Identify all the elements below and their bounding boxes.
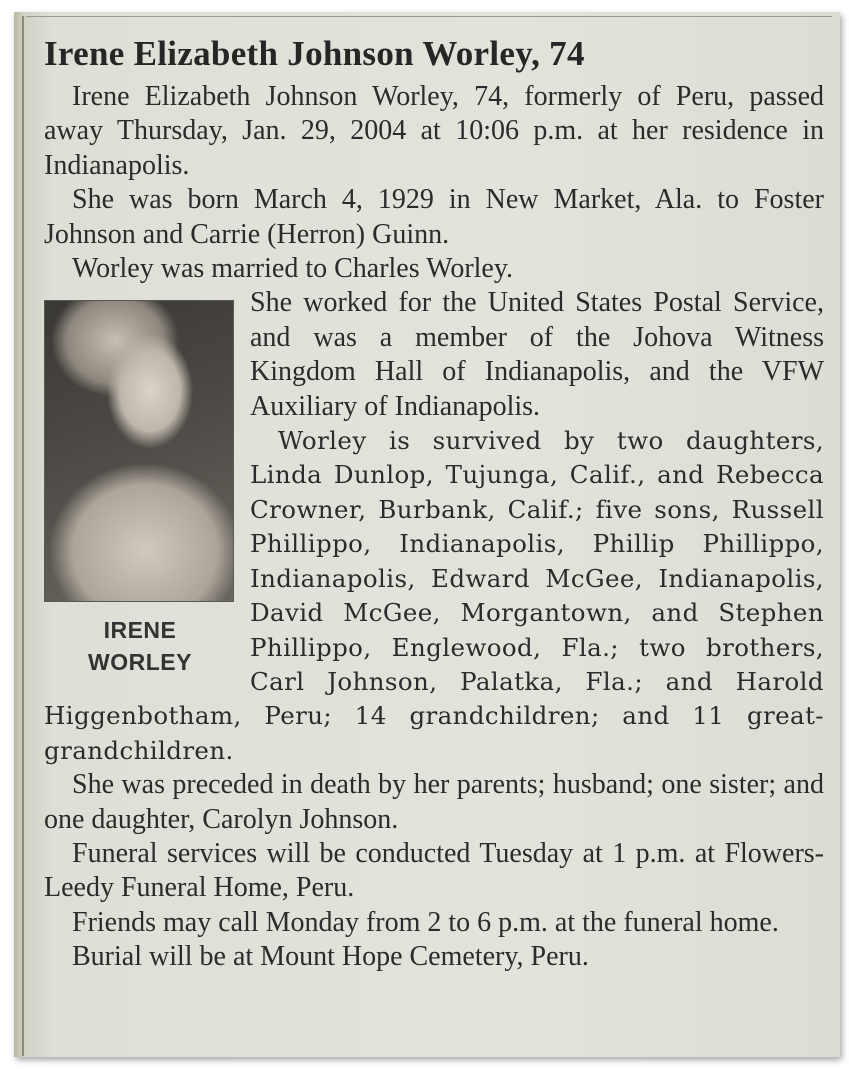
portrait-photo: [44, 300, 234, 602]
paragraph-funeral-services: Funeral services will be conducted Tuesday at 1 p.m. at Flowers-Leedy Funeral Home, Peru.: [44, 837, 824, 904]
paragraph-employment: She worked for the United States Postal Service, and was a member of the Johova Witness Kingdom Hall of Indianapolis, and the VFW Auxiliary of Indianapolis.: [250, 287, 824, 422]
paragraph-visitation: Friends may call Monday from 2 to 6 p.m. at the funeral home.: [72, 906, 779, 938]
column-rule: [26, 16, 832, 17]
caption-last-name: WORLEY: [88, 649, 192, 676]
paragraph-preceded: She was preceded in death by her parents; husband; one sister; and one daughter, Carolyn Johnson.: [44, 769, 824, 835]
photo-wrap-block: [44, 286, 824, 768]
photo-column: [44, 300, 236, 678]
caption-first-name: IRENE: [103, 617, 177, 644]
paragraph-survivors: Worley is survived by two daughters, Linda Dunlop, Tujunga, Calif., and Rebecca Crowner, Burbank, Calif.; five sons, Russell Phillippo, Indianapolis, Phillip Phillippo, Indianapolis, Edward McGee, Indianapolis, David McGee, Morgantown, and Stephen Phillippo, Englewood, Fla.; two brothers, Carl Johnson, Palatka, Fla.; and Harold Higgenbotham, Peru; 14 grandchildren; and 11 great-grandchildren.: [44, 426, 824, 765]
obituary-article: [44, 28, 824, 975]
photo-caption: [44, 614, 236, 678]
headline: Irene Elizabeth Johnson Worley, 74: [44, 34, 585, 73]
clipping-left-edge: [22, 16, 24, 1056]
paragraph-burial: Burial will be at Mount Hope Cemetery, Peru.: [72, 941, 589, 973]
paragraph-marriage: Worley was married to Charles Worley.: [72, 253, 514, 285]
paragraph-birth: She was born March 4, 1929 in New Market, Ala. to Foster Johnson and Carrie (Herron) Guinn.: [44, 184, 824, 250]
paragraph-death-notice: Irene Elizabeth Johnson Worley, 74, formerly of Peru, passed away Thursday, Jan. 29, 2004 at 10:06 p.m. at her residence in Indianapolis.: [44, 81, 824, 181]
